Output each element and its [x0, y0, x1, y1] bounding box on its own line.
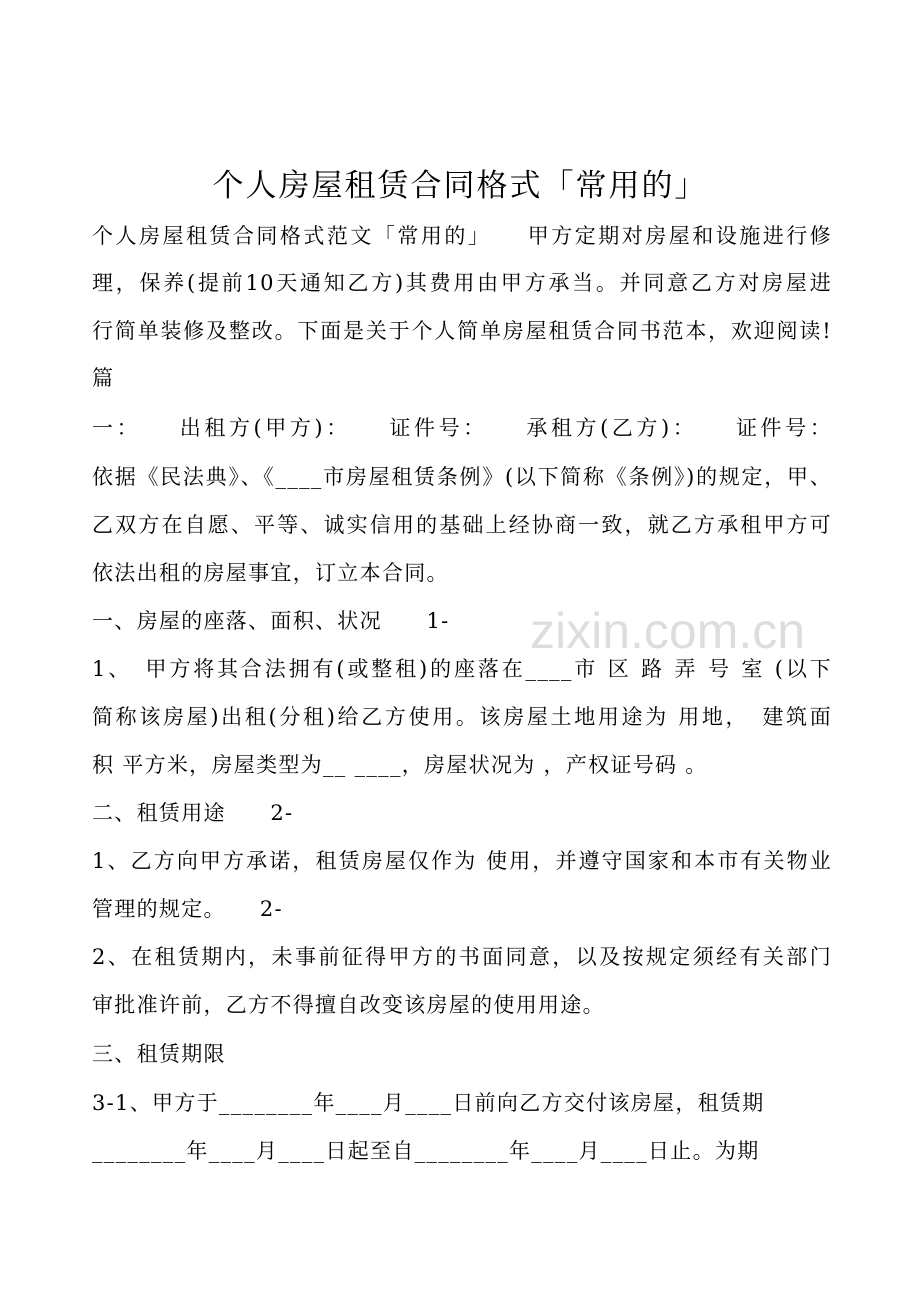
body-line-7: 乙双方在自愿、平等、诚实信用的基础上经协商一致，就乙方承租甲方可 — [92, 513, 832, 537]
body-line-14: 1、乙方向甲方承诺，租赁房屋仅作为 使用，并遵守国家和本市有关物业 — [92, 849, 832, 873]
body-line-2: 理，保养(提前10天通知乙方)其费用由甲方承当。并同意乙方对房屋进 — [92, 271, 832, 295]
body-line-4: 篇 — [92, 366, 115, 390]
body-line-5: 一： 出租方(甲方)： 证件号： 承租方(乙方)： 证件号： — [92, 416, 832, 440]
body-line-8: 依法出租的房屋事宜，订立本合同。 — [92, 561, 449, 585]
body-line-11: 简称该房屋)出租(分租)给乙方使用。该房屋土地用途为 用地， 建筑面 — [92, 705, 832, 729]
section-heading-1: 一、房屋的座落、面积、状况 1- — [92, 609, 450, 633]
section-heading-2: 二、租赁用途 2- — [92, 801, 294, 825]
body-line-15: 管理的规定。 2- — [92, 897, 283, 921]
body-line-6: 依据《民法典》、《____市房屋租赁条例》(以下简称《条例》)的规定，甲、 — [92, 465, 832, 489]
body-line-1: 个人房屋租赁合同格式范文「常用的」 甲方定期对房屋和设施进行修 — [92, 224, 832, 248]
body-line-10: 1、 甲方将其合法拥有(或整租)的座落在____市 区 路 弄 号 室 (以下 — [92, 657, 832, 681]
body-line-20: ________年____月____日起至自________年____月____日止。为期 — [92, 1139, 760, 1163]
body-line-17: 审批准许前，乙方不得擅自改变该房屋的使用用途。 — [92, 993, 605, 1017]
svg-text:zixin.com.cn: zixin.com.cn — [530, 603, 806, 659]
body-line-19: 3-1、甲方于________年____月____日前向乙方交付该房屋，租赁期 — [92, 1091, 765, 1115]
section-heading-3: 三、租赁期限 — [92, 1042, 226, 1066]
document-title: 个人房屋租赁合同格式「常用的」 — [212, 168, 708, 204]
body-line-12: 积 平方米，房屋类型为__ ____，房屋状况为 ，产权证号码 。 — [92, 753, 708, 777]
body-line-3: 行简单装修及整改。下面是关于个人简单房屋租赁合同书范本，欢迎阅读! — [92, 319, 832, 343]
body-line-16: 2、在租赁期内，未事前征得甲方的书面同意，以及按规定须经有关部门 — [92, 945, 832, 969]
